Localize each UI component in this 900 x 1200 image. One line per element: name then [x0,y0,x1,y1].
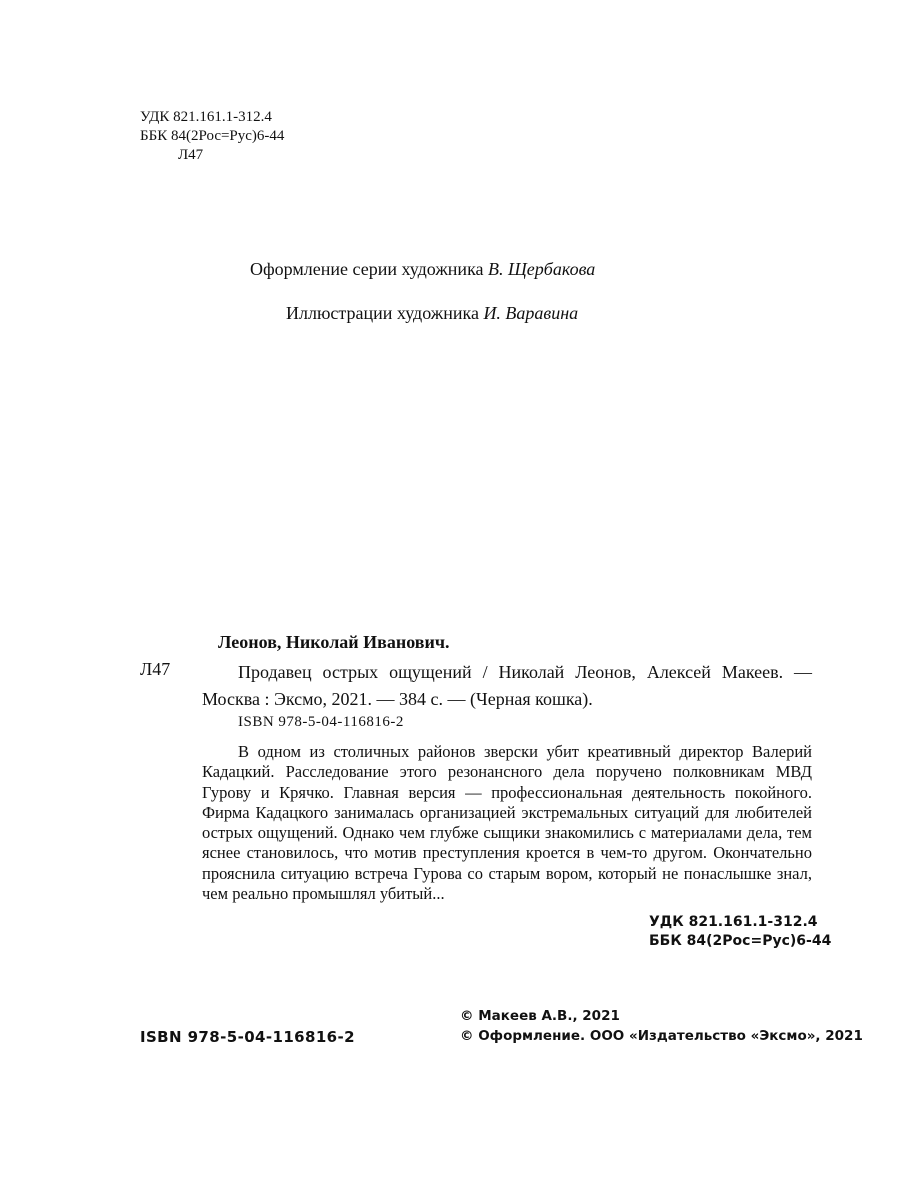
copyright-block [460,1006,863,1046]
copyright-design: © Оформление. ООО «Издательство «Эксмо», 2021 [460,1028,863,1044]
illustrations-credit [286,303,578,324]
author-heading: Леонов, Николай Иванович. [218,632,450,652]
classification-codes-bottom [649,913,831,951]
bibliographic-description: Продавец острых ощущений / Николай Леонов, Алексей Макеев. — Москва : Эксмо, 2021. — 384 с. — (Черная кошка). [202,662,812,709]
udk-code: УДК 821.161.1-312.4 [140,109,272,125]
author-mark: Л47 [178,147,204,163]
classification-codes-top [140,108,284,165]
copyright-author: © Макеев А.В., 2021 [460,1008,620,1024]
udk-code-bottom: УДК 821.161.1-312.4 [649,914,818,930]
bbk-code: ББК 84(2Рос=Рус)6-44 [140,128,285,144]
series-design-prefix: Оформление серии художника [250,259,484,279]
catalog-isbn: ISBN 978-5-04-116816-2 [238,714,404,730]
series-design-credit [250,259,595,280]
illustrations-artist: И. Варавина [483,303,579,323]
catalog-author-mark: Л47 [140,659,171,679]
annotation-text: В одном из столичных районов зверски убит креативный директор Валерий Кадацкий. Расследование этого резонансного дела поручено полковникам МВД Гурову и Крячко. Главная версия — профессиональная деятельность покойного. Фирма Кадацкого занималась организацией экстремальных ситуаций для любителей острых ощущений. Однако чем глубже сыщики знакомились с материалами дела, тем яснее становилось, что мотив преступления кроется в чем-то другом. Окончательно прояснила ситуацию встреча Гурова со старым вором, который не понаслышке знал, чем реально промышлял убитый... [202,742,812,904]
isbn-footer: ISBN 978-5-04-116816-2 [140,1028,355,1046]
illustrations-prefix: Иллюстрации художника [286,303,479,323]
series-design-artist: В. Щербакова [488,259,596,279]
bbk-code-bottom: ББК 84(2Рос=Рус)6-44 [649,933,832,949]
